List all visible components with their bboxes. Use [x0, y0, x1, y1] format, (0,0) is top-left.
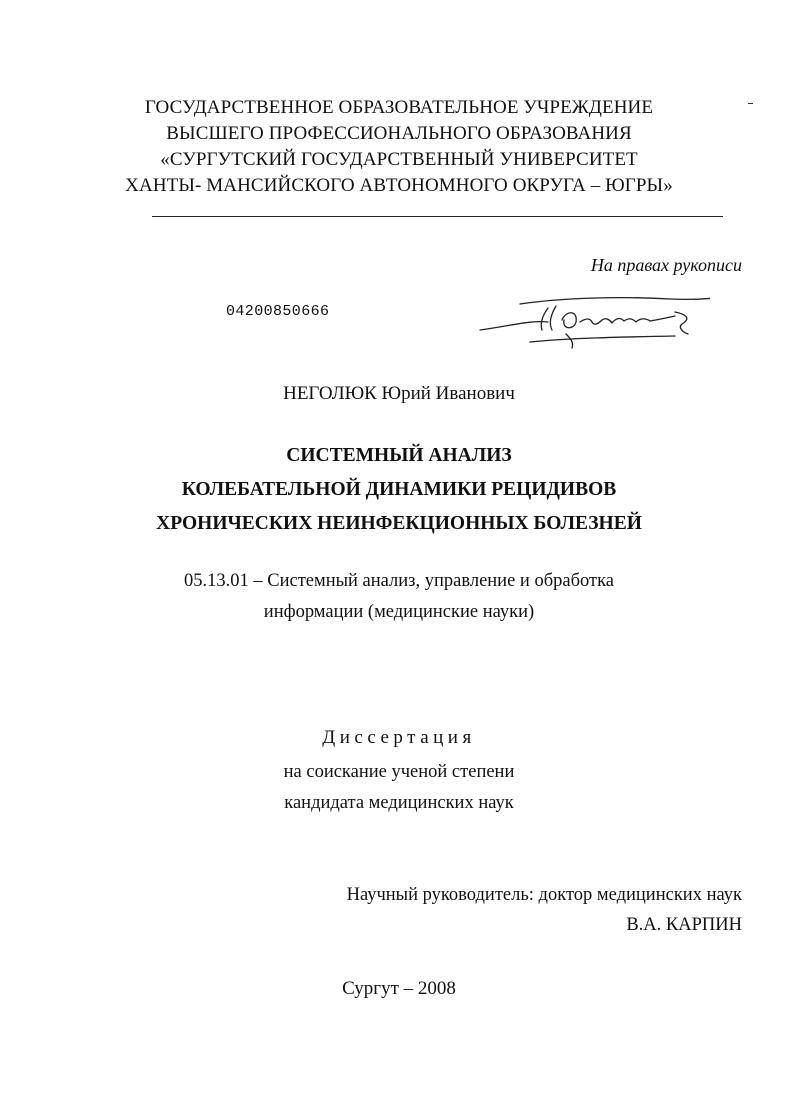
catalog-number: 04200850666 — [226, 303, 330, 320]
institution-line-1: ГОСУДАРСТВЕННОЕ ОБРАЗОВАТЕЛЬНОЕ УЧРЕЖДЕНИЕ — [144, 97, 654, 118]
author-name: НЕГОЛЮК Юрий Иванович — [283, 383, 515, 404]
supervisor-label: Научный руководитель: доктор медицинских наук — [346, 885, 742, 905]
institution-line-2: ВЫСШЕГО ПРОФЕССИОНАЛЬНОГО ОБРАЗОВАНИЯ — [166, 123, 632, 144]
dissertation-label: Диссертация — [322, 727, 476, 748]
degree-line-1: на соискание ученой степени — [283, 762, 515, 782]
header-divider — [152, 216, 723, 217]
institution-line-4: ХАНТЫ- МАНСИЙСКОГО АВТОНОМНОГО ОКРУГА – ЮГРЫ» — [125, 175, 673, 196]
institution-line-3: «СУРГУТСКИЙ ГОСУДАРСТВЕННЫЙ УНИВЕРСИТЕТ — [160, 149, 638, 170]
title-line-3: ХРОНИЧЕСКИХ НЕИНФЕКЦИОННЫХ БОЛЕЗНЕЙ — [156, 513, 642, 534]
specialty-line-2: информации (медицинские науки) — [263, 602, 535, 622]
degree-line-2: кандидата медицинских наук — [284, 793, 514, 813]
title-line-1: СИСТЕМНЫЙ АНАЛИЗ — [286, 445, 512, 466]
signature-image — [470, 290, 710, 352]
specialty-line-1: 05.13.01 – Системный анализ, управление и обработка — [184, 571, 614, 591]
manuscript-note: На правах рукописи — [590, 255, 742, 275]
place-year: Сургут – 2008 — [342, 978, 456, 999]
supervisor-name: В.А. КАРПИН — [626, 915, 742, 935]
title-line-2: КОЛЕБАТЕЛЬНОЙ ДИНАМИКИ РЕЦИДИВОВ — [181, 479, 617, 500]
